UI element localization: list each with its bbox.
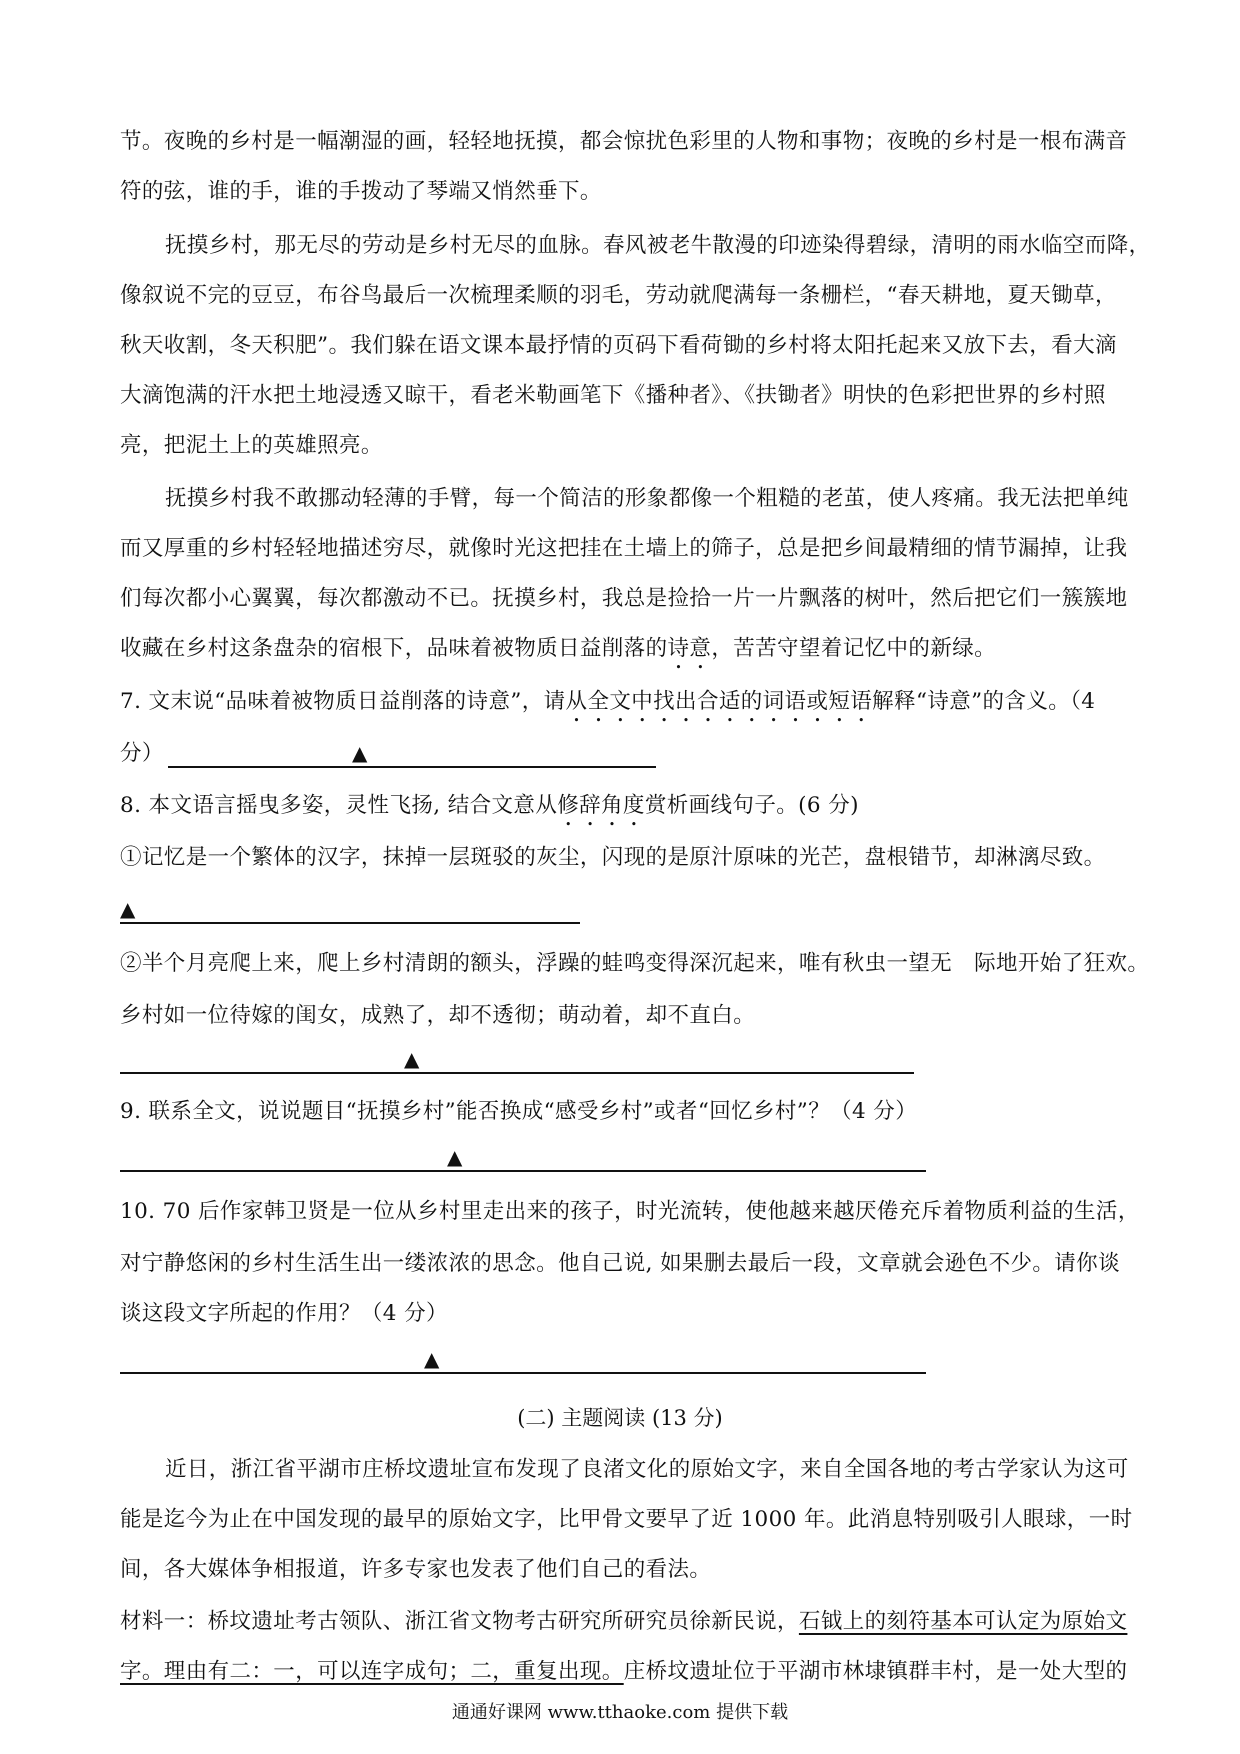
passage-line: 像叙说不完的豆豆，布谷鸟最后一次梳理柔顺的羽毛，劳动就爬满每一条栅栏，“春天耕地，夏天锄草， xyxy=(120,283,1117,308)
question-8 xyxy=(120,790,859,831)
material-1 xyxy=(120,1606,1127,1638)
answer-line-q7[interactable] xyxy=(168,766,656,768)
passage-text: 收藏在乡村这条盘杂的宿根下，品味着被物质日益削落的 xyxy=(120,636,668,661)
passage-line: 符的弦，谁的手，谁的手拨动了琴端又悄然垂下。 xyxy=(120,179,602,204)
passage-text: ，苦苦守望着记忆中的新绿。 xyxy=(711,636,997,661)
question-10-cont: 对宁静悠闲的乡村生活生出一缕浓浓的思念。他自己说, 如果删去最后一段，文章就会逊色不少。请你谈 xyxy=(120,1251,1120,1276)
question-7-cont: 分） xyxy=(120,741,164,766)
passage-line: 抚摸乡村，那无尽的劳动是乡村无尽的血脉。春风被老牛散漫的印迹染得碧绿，清明的雨水临空而降， xyxy=(165,233,1151,258)
passage-line: 抚摸乡村我不敢挪动轻薄的手臂，每一个简洁的形象都像一个粗糙的老茧，使人疼痛。我无法把单纯 xyxy=(165,486,1129,511)
section2-line: 能是迄今为止在中国发现的最早的原始文字，比甲骨文要早了近 1000 年。此消息特别吸引人眼球，一时 xyxy=(120,1507,1133,1532)
section2-line: 近日，浙江省平湖市庄桥坟遗址宣布发现了良渚文化的原始文字，来自全国各地的考古学家认为这可 xyxy=(165,1457,1129,1482)
answer-mark: ▲ xyxy=(404,1047,420,1071)
section-heading: (二) 主题阅读 (13 分) xyxy=(517,1406,723,1430)
passage-line: 节。夜晚的乡村是一幅潮湿的画，轻轻地抚摸，都会惊扰色彩里的人物和事物；夜晚的乡村是一根布满音 xyxy=(120,129,1128,154)
answer-line-q10[interactable] xyxy=(120,1372,926,1374)
passage-line: 而又厚重的乡村轻轻地描述穷尽，就像时光这把挂在土墙上的筛子，总是把乡间最精细的情节漏掉，让我 xyxy=(120,536,1128,561)
question-8-sentence-2-cont: 乡村如一位待嫁的闺女，成熟了，却不透彻；萌动着，却不直白。 xyxy=(120,1003,756,1028)
material-text: 庄桥坟遗址位于平湖市林埭镇群丰村，是一处大型的 xyxy=(623,1659,1128,1684)
answer-line-q8-1[interactable] xyxy=(120,922,580,924)
question-text: 7. 文末说“品味着被物质日益削落的诗意”，请 xyxy=(120,689,566,714)
answer-mark: ▲ xyxy=(120,897,136,921)
passage-line: 们每次都小心翼翼，每次都激动不已。抚摸乡村，我总是捡拾一片一片飘落的树叶，然后把它们一簇簇地 xyxy=(120,586,1128,611)
question-text: 8. 本文语言摇曳多姿，灵性飞扬, 结合文意从 xyxy=(120,793,558,818)
question-8-sentence-1: ①记忆是一个繁体的汉字，抹掉一层斑驳的灰尘，闪现的是原汁原味的光芒，盘根错节，却淋漓尽致。 xyxy=(120,845,1106,870)
question-9: 9. 联系全文，说说题目“抚摸乡村”能否换成“感受乡村”或者“回忆乡村”？（4 分） xyxy=(120,1099,918,1124)
question-10: 10. 70 后作家韩卫贤是一位从乡村里走出来的孩子，时光流转，使他越来越厌倦充斥着物质利益的生活， xyxy=(120,1199,1140,1224)
answer-mark: ▲ xyxy=(352,741,368,765)
answer-line-q9[interactable] xyxy=(120,1170,926,1172)
material-1-cont xyxy=(120,1656,1127,1688)
answer-mark: ▲ xyxy=(424,1347,440,1371)
section2-line: 间，各大媒体争相报道，许多专家也发表了他们自己的看法。 xyxy=(120,1557,712,1582)
passage-line: 大滴饱满的汗水把土地浸透又晾干，看老米勒画笔下《播种者》、《扶锄者》明快的色彩把世界的乡村照 xyxy=(120,383,1106,408)
question-text: 解释“诗意”的含义。（4 xyxy=(872,689,1096,714)
question-8-sentence-2: ②半个月亮爬上来，爬上乡村清朗的额头，浮躁的蛙鸣变得深沉起来，唯有秋虫一望无 际地开始了狂欢。 xyxy=(120,951,1150,976)
underlined-text: 字。理由有二：一，可以连字成句；二，重复出现。 xyxy=(120,1659,624,1684)
emphasized-phrase: 从全文中找出合适的词语或短语 xyxy=(565,689,873,714)
passage-line: 亮，把泥土上的英雄照亮。 xyxy=(120,433,383,458)
answer-line-q8-2[interactable] xyxy=(120,1072,914,1074)
emphasized-term: 诗意 xyxy=(667,636,712,661)
question-10-cont: 谈这段文字所起的作用？（4 分） xyxy=(120,1301,448,1326)
passage-line xyxy=(120,633,996,674)
question-7 xyxy=(120,686,1095,727)
material-text: 材料一：桥坟遗址考古领队、浙江省文物考古研究所研究员徐新民说， xyxy=(120,1609,799,1634)
emphasized-phrase: 修辞角度 xyxy=(557,793,645,818)
page-footer: 通通好课网 www.tthaoke.com 提供下载 xyxy=(451,1702,789,1723)
answer-mark: ▲ xyxy=(447,1145,463,1169)
passage-line: 秋天收割，冬天积肥”。我们躲在语文课本最抒情的页码下看荷锄的乡村将太阳托起来又放下去，看大滴 xyxy=(120,333,1117,358)
underlined-text: 石钺上的刻符基本可认定为原始文 xyxy=(798,1609,1128,1634)
question-text: 赏析画线句子。(6 分) xyxy=(644,793,859,818)
